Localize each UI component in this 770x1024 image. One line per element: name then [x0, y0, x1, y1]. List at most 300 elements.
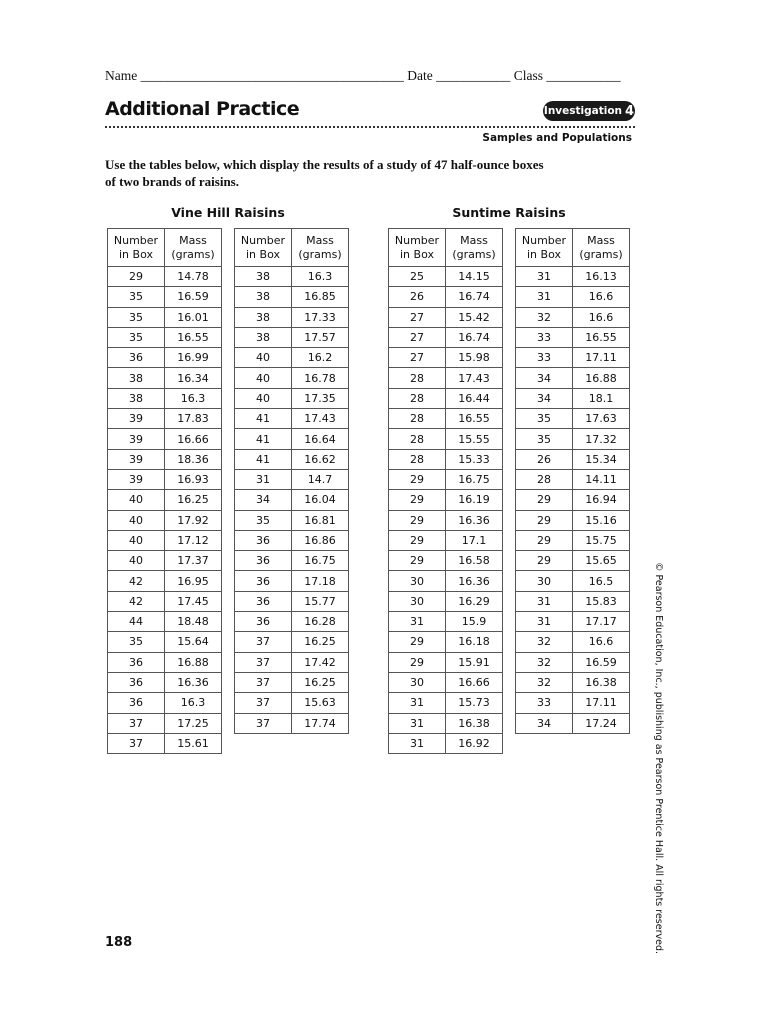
number-cell: 38 [108, 388, 165, 408]
mass-cell: 16.66 [165, 429, 222, 449]
mass-cell: 15.64 [165, 632, 222, 652]
mass-header-bottom: (grams) [171, 247, 215, 261]
number-cell: 31 [516, 287, 573, 307]
table-row [389, 368, 503, 388]
number-cell: 37 [235, 672, 292, 692]
table-row [516, 469, 630, 489]
table-row [235, 693, 349, 713]
number-cell: 42 [108, 571, 165, 591]
mass-cell: 15.77 [292, 591, 349, 611]
number-header-bottom: in Box [527, 247, 561, 261]
mass-column-header [292, 229, 349, 267]
mass-cell: 15.55 [446, 429, 503, 449]
table-row [516, 571, 630, 591]
table-row [108, 388, 222, 408]
mass-cell: 16.58 [446, 551, 503, 571]
number-cell: 36 [235, 612, 292, 632]
table-row [389, 591, 503, 611]
number-cell: 38 [235, 327, 292, 347]
mass-cell: 17.11 [573, 348, 630, 368]
mass-cell: 16.38 [573, 672, 630, 692]
mass-cell: 17.42 [292, 652, 349, 672]
table-row [389, 429, 503, 449]
number-column-header [389, 229, 446, 267]
vine-hill-title: Vine Hill Raisins [171, 205, 285, 220]
number-cell: 38 [235, 307, 292, 327]
number-cell: 28 [389, 409, 446, 429]
table-row [516, 409, 630, 429]
number-header-bottom: in Box [246, 247, 280, 261]
mass-cell: 16.04 [292, 490, 349, 510]
number-cell: 29 [108, 267, 165, 287]
table-row [516, 327, 630, 347]
mass-cell: 16.55 [446, 409, 503, 429]
mass-cell: 17.35 [292, 388, 349, 408]
table-row [108, 591, 222, 611]
table-row [516, 348, 630, 368]
mass-cell: 16.81 [292, 510, 349, 530]
mass-cell: 17.24 [573, 713, 630, 733]
mass-cell: 15.65 [573, 551, 630, 571]
number-cell: 25 [389, 267, 446, 287]
vine-hill-table-left [107, 228, 222, 754]
name-date-class-line: Name _______________________________________ Date ___________ Class ___________ [105, 68, 621, 83]
table-row [108, 551, 222, 571]
table-row [516, 510, 630, 530]
number-cell: 35 [108, 632, 165, 652]
suntime-table-right [515, 228, 630, 734]
table-header-row [389, 229, 503, 267]
mass-cell: 17.63 [573, 409, 630, 429]
table-row [108, 469, 222, 489]
table-row [108, 510, 222, 530]
number-cell: 39 [108, 409, 165, 429]
mass-cell: 16.3 [165, 388, 222, 408]
mass-header-top: Mass [460, 233, 488, 247]
table-row [516, 490, 630, 510]
number-cell: 40 [108, 530, 165, 550]
number-cell: 28 [389, 429, 446, 449]
number-cell: 31 [516, 612, 573, 632]
mass-cell: 17.32 [573, 429, 630, 449]
table-row [516, 713, 630, 733]
mass-cell: 15.9 [446, 612, 503, 632]
mass-cell: 15.61 [165, 733, 222, 753]
number-cell: 36 [235, 591, 292, 611]
table-row [516, 429, 630, 449]
mass-header-bottom: (grams) [579, 247, 623, 261]
number-header-top: Number [113, 233, 159, 247]
table-row [389, 652, 503, 672]
mass-cell: 17.37 [165, 551, 222, 571]
vine-hill-table-right [234, 228, 349, 734]
number-cell: 29 [389, 469, 446, 489]
suntime-title: Suntime Raisins [452, 205, 566, 220]
number-cell: 40 [235, 388, 292, 408]
number-cell: 32 [516, 672, 573, 692]
number-cell: 36 [108, 693, 165, 713]
mass-header-top: Mass [179, 233, 207, 247]
table-row [389, 287, 503, 307]
table-row [108, 652, 222, 672]
mass-cell: 16.62 [292, 449, 349, 469]
table-row [516, 287, 630, 307]
number-cell: 40 [235, 348, 292, 368]
table-row [108, 327, 222, 347]
number-cell: 36 [108, 672, 165, 692]
table-row [235, 672, 349, 692]
table-row [235, 429, 349, 449]
table-row [389, 388, 503, 408]
mass-cell: 17.57 [292, 327, 349, 347]
number-cell: 29 [389, 510, 446, 530]
mass-cell: 15.16 [573, 510, 630, 530]
mass-cell: 16.75 [446, 469, 503, 489]
mass-cell: 16.25 [165, 490, 222, 510]
number-cell: 29 [516, 551, 573, 571]
investigation-label: Investigation [543, 105, 623, 117]
number-cell: 40 [108, 510, 165, 530]
mass-cell: 15.91 [446, 652, 503, 672]
table-row [235, 348, 349, 368]
table-row [389, 612, 503, 632]
number-cell: 36 [108, 348, 165, 368]
table-row [108, 632, 222, 652]
table-row [108, 348, 222, 368]
number-cell: 39 [108, 449, 165, 469]
mass-cell: 14.15 [446, 267, 503, 287]
mass-cell: 16.86 [292, 530, 349, 550]
table-row [235, 551, 349, 571]
number-cell: 41 [235, 429, 292, 449]
table-row [389, 469, 503, 489]
number-cell: 37 [235, 652, 292, 672]
number-cell: 28 [389, 449, 446, 469]
table-row [389, 571, 503, 591]
table-row [108, 571, 222, 591]
instructions-line-2: of two brands of raisins. [105, 174, 239, 189]
mass-cell: 16.13 [573, 267, 630, 287]
number-cell: 42 [108, 591, 165, 611]
number-cell: 31 [389, 733, 446, 753]
table-row [516, 307, 630, 327]
number-header-bottom: in Box [119, 247, 153, 261]
number-cell: 29 [516, 510, 573, 530]
number-cell: 37 [108, 733, 165, 753]
table-row [108, 530, 222, 550]
number-cell: 27 [389, 348, 446, 368]
table-row [389, 267, 503, 287]
table-header-row [516, 229, 630, 267]
number-cell: 32 [516, 632, 573, 652]
mass-header-top: Mass [306, 233, 334, 247]
mass-cell: 16.85 [292, 287, 349, 307]
table-row [516, 591, 630, 611]
number-cell: 35 [108, 287, 165, 307]
mass-cell: 17.74 [292, 713, 349, 733]
mass-cell: 16.44 [446, 388, 503, 408]
number-column-header [108, 229, 165, 267]
table-row [235, 449, 349, 469]
investigation-badge [543, 101, 635, 121]
mass-cell: 17.33 [292, 307, 349, 327]
number-header-top: Number [240, 233, 286, 247]
table-row [108, 307, 222, 327]
number-cell: 30 [389, 672, 446, 692]
unit-subtitle: Samples and Populations [482, 132, 632, 144]
mass-cell: 18.48 [165, 612, 222, 632]
mass-cell: 15.42 [446, 307, 503, 327]
table-row [235, 632, 349, 652]
mass-cell: 15.63 [292, 693, 349, 713]
number-cell: 36 [235, 571, 292, 591]
number-cell: 41 [235, 409, 292, 429]
number-cell: 29 [389, 490, 446, 510]
table-row [108, 409, 222, 429]
table-row [108, 429, 222, 449]
table-row [108, 449, 222, 469]
number-cell: 39 [108, 429, 165, 449]
mass-cell: 17.18 [292, 571, 349, 591]
number-cell: 28 [389, 368, 446, 388]
mass-cell: 16.93 [165, 469, 222, 489]
table-row [235, 388, 349, 408]
mass-cell: 18.36 [165, 449, 222, 469]
number-cell: 29 [516, 490, 573, 510]
number-cell: 29 [389, 530, 446, 550]
mass-cell: 16.6 [573, 307, 630, 327]
mass-cell: 16.55 [573, 327, 630, 347]
number-cell: 31 [516, 267, 573, 287]
mass-cell: 16.18 [446, 632, 503, 652]
table-row [235, 652, 349, 672]
number-cell: 35 [516, 429, 573, 449]
mass-cell: 14.78 [165, 267, 222, 287]
table-row [516, 652, 630, 672]
mass-cell: 17.17 [573, 612, 630, 632]
table-row [389, 551, 503, 571]
number-cell: 30 [516, 571, 573, 591]
table-row [516, 632, 630, 652]
number-cell: 38 [108, 368, 165, 388]
mass-cell: 15.83 [573, 591, 630, 611]
number-cell: 34 [516, 713, 573, 733]
mass-cell: 16.66 [446, 672, 503, 692]
mass-cell: 16.95 [165, 571, 222, 591]
mass-column-header [573, 229, 630, 267]
mass-cell: 14.11 [573, 469, 630, 489]
table-row [235, 267, 349, 287]
mass-cell: 18.1 [573, 388, 630, 408]
number-cell: 27 [389, 307, 446, 327]
mass-column-header [165, 229, 222, 267]
table-row [516, 672, 630, 692]
mass-header-top: Mass [587, 233, 615, 247]
mass-cell: 16.59 [165, 287, 222, 307]
table-row [389, 449, 503, 469]
instructions [105, 156, 575, 190]
number-cell: 33 [516, 693, 573, 713]
mass-cell: 16.92 [446, 733, 503, 753]
number-cell: 30 [389, 571, 446, 591]
number-cell: 37 [235, 713, 292, 733]
number-cell: 40 [235, 368, 292, 388]
mass-cell: 16.99 [165, 348, 222, 368]
number-header-top: Number [394, 233, 440, 247]
number-cell: 37 [108, 713, 165, 733]
number-cell: 38 [235, 267, 292, 287]
number-cell: 29 [389, 632, 446, 652]
mass-cell: 17.11 [573, 693, 630, 713]
number-cell: 35 [108, 307, 165, 327]
mass-cell: 16.25 [292, 632, 349, 652]
page-title: Additional Practice [105, 98, 300, 120]
table-row [389, 510, 503, 530]
number-cell: 38 [235, 287, 292, 307]
number-cell: 36 [235, 551, 292, 571]
mass-cell: 15.75 [573, 530, 630, 550]
number-cell: 31 [389, 612, 446, 632]
number-cell: 37 [235, 693, 292, 713]
mass-cell: 16.36 [165, 672, 222, 692]
table-row [108, 490, 222, 510]
mass-cell: 16.88 [573, 368, 630, 388]
table-row [516, 693, 630, 713]
table-row [108, 693, 222, 713]
number-cell: 35 [235, 510, 292, 530]
mass-cell: 14.7 [292, 469, 349, 489]
mass-cell: 16.01 [165, 307, 222, 327]
table-row [108, 287, 222, 307]
table-row [389, 672, 503, 692]
mass-cell: 15.98 [446, 348, 503, 368]
number-cell: 40 [108, 490, 165, 510]
table-row [389, 632, 503, 652]
number-cell: 31 [516, 591, 573, 611]
number-cell: 28 [516, 469, 573, 489]
number-cell: 40 [108, 551, 165, 571]
number-column-header [516, 229, 573, 267]
mass-cell: 16.19 [446, 490, 503, 510]
table-row [389, 693, 503, 713]
mass-cell: 16.74 [446, 287, 503, 307]
number-cell: 34 [516, 368, 573, 388]
table-row [389, 307, 503, 327]
number-cell: 32 [516, 307, 573, 327]
table-row [235, 490, 349, 510]
mass-column-header [446, 229, 503, 267]
mass-cell: 15.34 [573, 449, 630, 469]
mass-cell: 17.43 [292, 409, 349, 429]
mass-cell: 16.38 [446, 713, 503, 733]
table-row [235, 713, 349, 733]
mass-cell: 17.43 [446, 368, 503, 388]
number-header-top: Number [521, 233, 567, 247]
mass-cell: 16.59 [573, 652, 630, 672]
number-cell: 34 [235, 490, 292, 510]
mass-cell: 17.25 [165, 713, 222, 733]
mass-cell: 15.73 [446, 693, 503, 713]
mass-cell: 15.33 [446, 449, 503, 469]
mass-header-bottom: (grams) [452, 247, 496, 261]
table-header-row [235, 229, 349, 267]
table-row [235, 469, 349, 489]
number-cell: 28 [389, 388, 446, 408]
table-row [389, 348, 503, 368]
table-row [235, 591, 349, 611]
mass-cell: 16.36 [446, 510, 503, 530]
mass-cell: 16.36 [446, 571, 503, 591]
mass-cell: 16.94 [573, 490, 630, 510]
number-cell: 30 [389, 591, 446, 611]
number-cell: 37 [235, 632, 292, 652]
table-row [516, 267, 630, 287]
number-cell: 36 [235, 530, 292, 550]
table-row [108, 612, 222, 632]
table-row [389, 327, 503, 347]
table-row [516, 368, 630, 388]
table-row [235, 612, 349, 632]
mass-cell: 16.3 [165, 693, 222, 713]
mass-cell: 16.3 [292, 267, 349, 287]
number-cell: 35 [516, 409, 573, 429]
table-row [108, 733, 222, 753]
copyright-notice: © Pearson Education, Inc., publishing as Pearson Prentice Hall. All rights reserved. [653, 562, 664, 955]
table-row [516, 530, 630, 550]
number-cell: 29 [389, 652, 446, 672]
suntime-table-left [388, 228, 503, 754]
table-row [108, 267, 222, 287]
number-cell: 32 [516, 652, 573, 672]
number-cell: 31 [235, 469, 292, 489]
table-row [516, 612, 630, 632]
number-cell: 33 [516, 327, 573, 347]
mass-cell: 16.34 [165, 368, 222, 388]
mass-cell: 16.74 [446, 327, 503, 347]
number-cell: 31 [389, 713, 446, 733]
mass-cell: 16.28 [292, 612, 349, 632]
table-row [235, 409, 349, 429]
number-cell: 44 [108, 612, 165, 632]
number-cell: 41 [235, 449, 292, 469]
mass-cell: 16.5 [573, 571, 630, 591]
mass-cell: 16.29 [446, 591, 503, 611]
table-row [235, 287, 349, 307]
table-row [108, 713, 222, 733]
mass-header-bottom: (grams) [298, 247, 342, 261]
mass-cell: 16.88 [165, 652, 222, 672]
number-cell: 31 [389, 693, 446, 713]
mass-cell: 17.45 [165, 591, 222, 611]
table-row [235, 530, 349, 550]
page-number: 188 [105, 935, 133, 950]
table-row [516, 449, 630, 469]
number-cell: 27 [389, 327, 446, 347]
mass-cell: 17.92 [165, 510, 222, 530]
mass-cell: 16.6 [573, 287, 630, 307]
table-row [389, 490, 503, 510]
table-row [389, 733, 503, 753]
mass-cell: 17.1 [446, 530, 503, 550]
investigation-number: 4 [625, 103, 635, 119]
table-row [389, 530, 503, 550]
number-cell: 26 [516, 449, 573, 469]
table-row [516, 551, 630, 571]
mass-cell: 16.78 [292, 368, 349, 388]
table-row [108, 368, 222, 388]
mass-cell: 16.2 [292, 348, 349, 368]
number-cell: 29 [516, 530, 573, 550]
